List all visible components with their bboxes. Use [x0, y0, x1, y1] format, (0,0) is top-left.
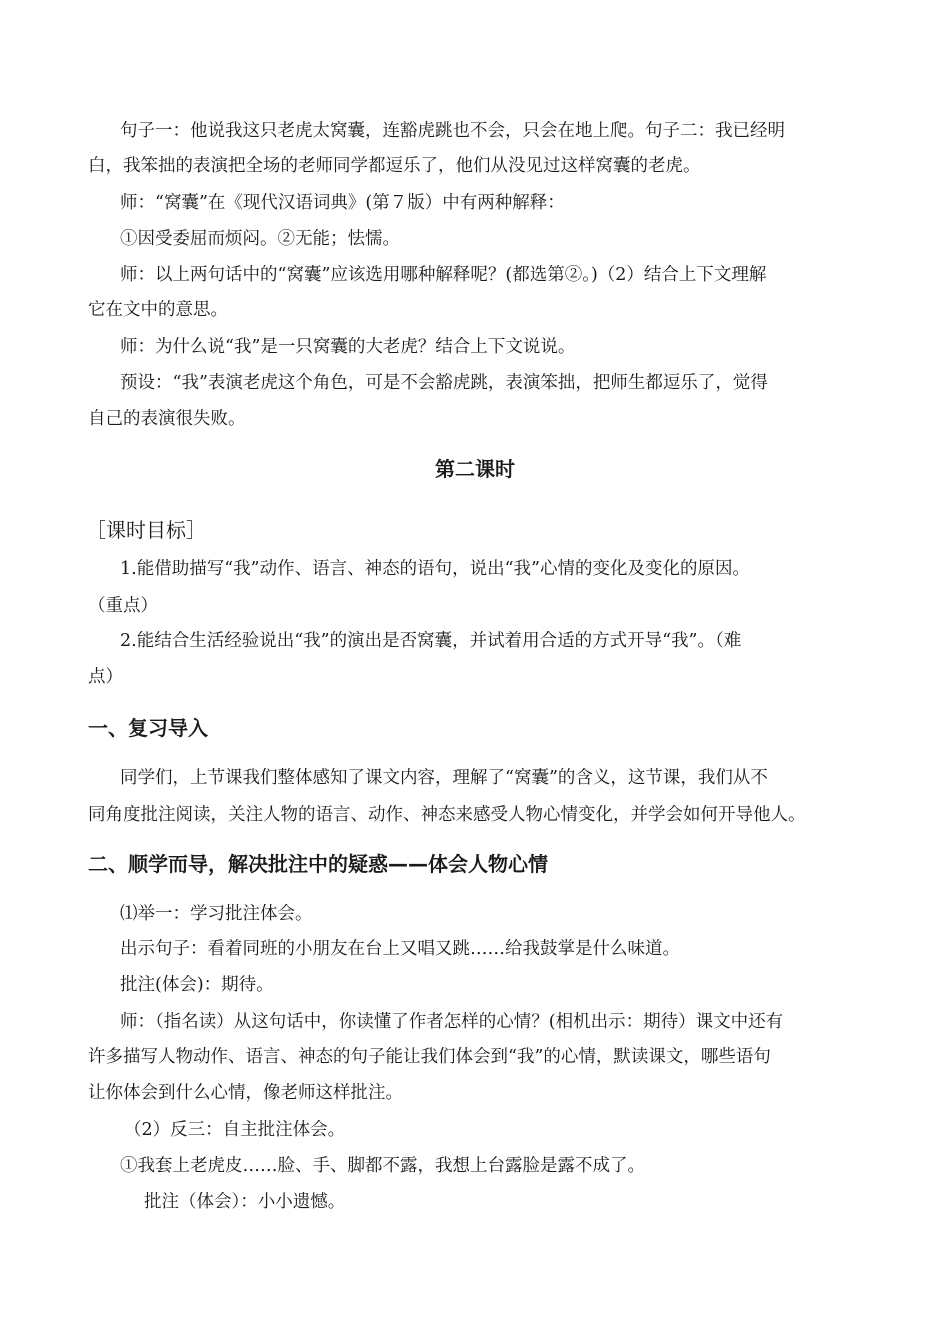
section2-line: 许多描写人物动作、语言、神态的句子能让我们体会到“我”的心情，默读课文，哪些语句	[88, 1047, 771, 1067]
paragraph-line: 句子一：他说我这只老虎太窝囊，连豁虎跳也不会，只会在地上爬。句子二：我已经明	[120, 121, 785, 141]
section2-line: 让你体会到什么心情，像老师这样批注。	[88, 1083, 403, 1103]
objectives-heading: ［课时目标］	[86, 518, 206, 542]
paragraph-line: 师：“窝囊”在《现代汉语词典》(第７版）中有两种解释：	[120, 193, 565, 213]
objective-line: 1.能借助描写“我”动作、语言、神态的语句，说出“我”心情的变化及变化的原因。	[120, 559, 750, 579]
objective-line: （重点）	[88, 596, 158, 616]
section1-line: 同学们，上节课我们整体感知了课文内容，理解了“窝囊”的含义，这节课，我们从不	[120, 768, 768, 788]
section-heading-review: 一、复习导入	[88, 716, 208, 740]
paragraph-line: 预设：“我”表演老虎这个角色，可是不会豁虎跳，表演笨拙，把师生都逗乐了，觉得	[120, 373, 768, 393]
paragraph-line: 白，我笨拙的表演把全场的老师同学都逗乐了，他们从没见过这样窝囊的老虎。	[88, 156, 701, 176]
paragraph-line: 它在文中的意思。	[88, 300, 228, 320]
lesson-title: 第二课时	[435, 457, 515, 481]
paragraph-line: ①因受委屈而烦闷。②无能；怯懦。	[120, 229, 400, 249]
paragraph-line: 师：以上两句话中的“窝囊”应该选用哪种解释呢？(都选第②。)（2）结合上下文理解	[120, 265, 767, 285]
section2-line: 出示句子：看着同班的小朋友在台上又唱又跳……给我鼓掌是什么味道。	[120, 939, 680, 959]
section2-line: 批注（体会）：小小遗憾。	[144, 1192, 346, 1212]
section1-line: 同角度批注阅读，关注人物的语言、动作、神态来感受人物心情变化，并学会如何开导他人。	[88, 805, 806, 825]
section2-line: （2）反三：自主批注体会。	[124, 1120, 346, 1140]
section2-line: 师：（指名读）从这句话中，你读懂了作者怎样的心情？(相机出示：期待）课文中还有	[120, 1012, 784, 1032]
section2-line: 批注(体会)：期待。	[120, 975, 274, 995]
section-heading-annotation: 二、顺学而导，解决批注中的疑惑——体会人物心情	[88, 852, 548, 876]
objective-line: 2.能结合生活经验说出“我”的演出是否窝囊，并试着用合适的方式开导“我”。（难	[120, 631, 742, 651]
paragraph-line: 师：为什么说“我”是一只窝囊的大老虎？结合上下文说说。	[120, 337, 576, 357]
objective-line: 点）	[88, 667, 123, 687]
section2-line: ⑴举一：学习批注体会。	[120, 904, 313, 924]
section2-line: ①我套上老虎皮……脸、手、脚都不露，我想上台露脸是露不成了。	[120, 1156, 645, 1176]
paragraph-line: 自己的表演很失败。	[88, 409, 246, 429]
